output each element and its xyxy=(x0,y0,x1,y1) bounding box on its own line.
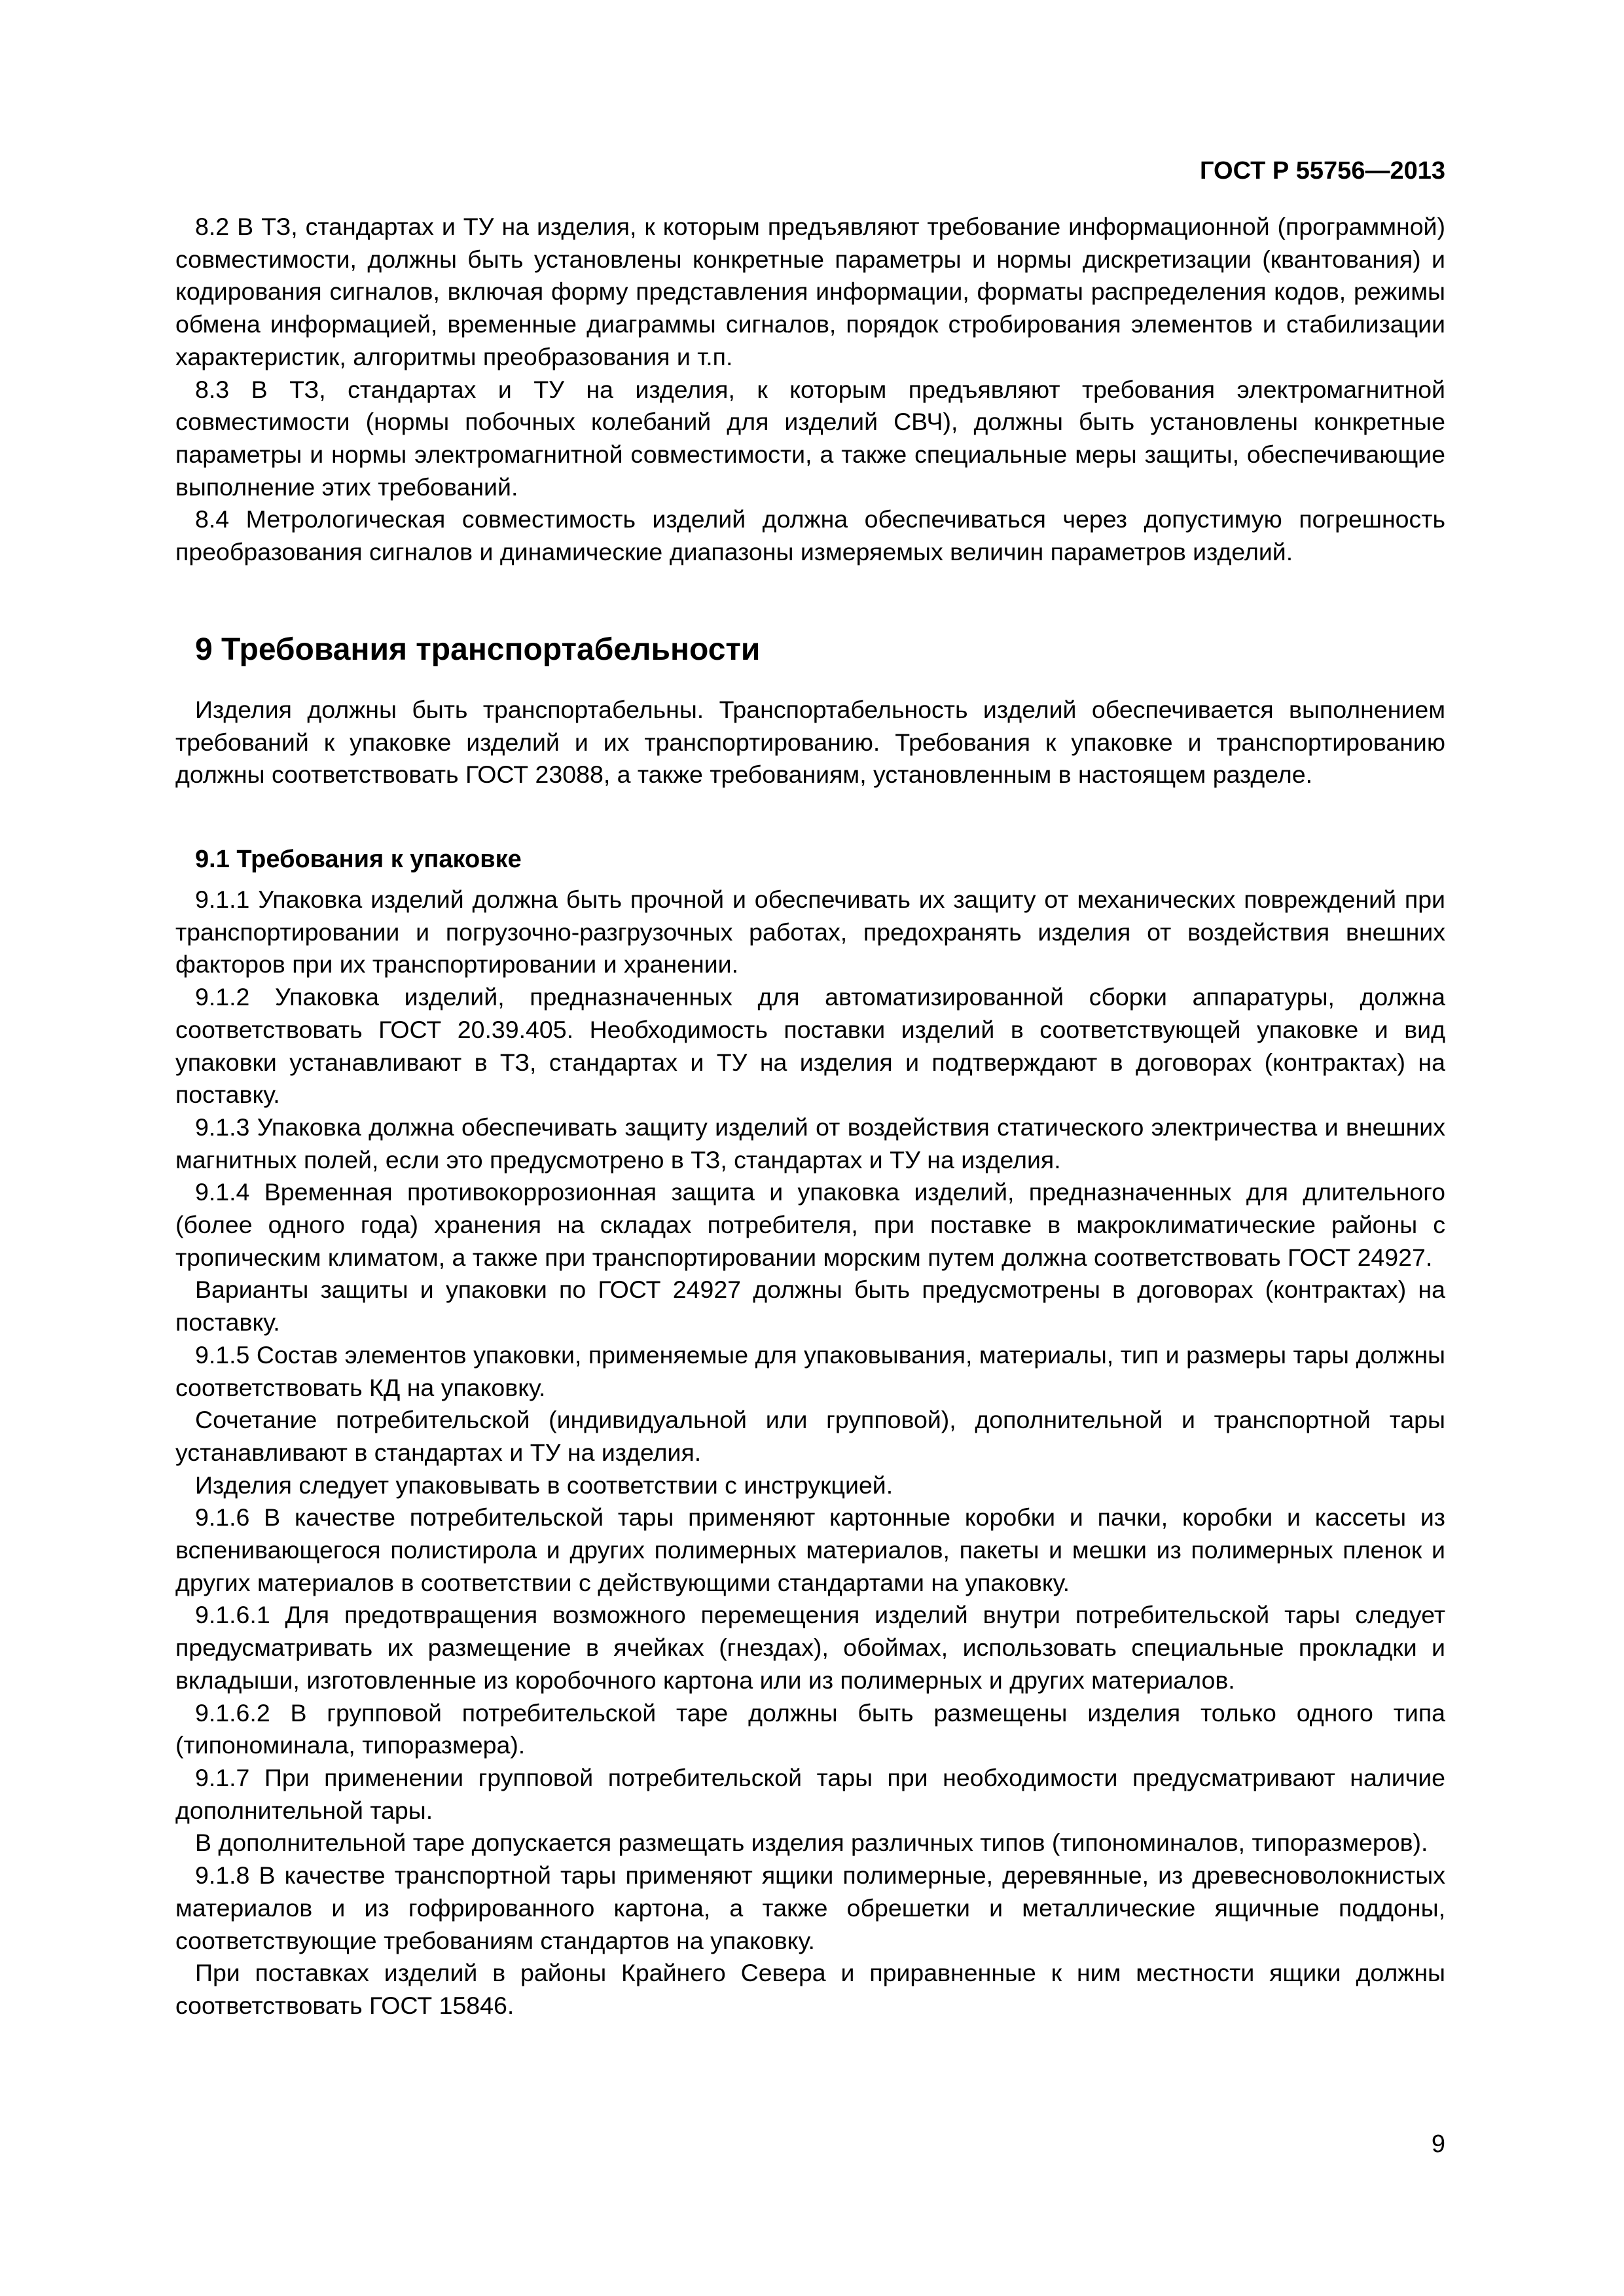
subsection-9-1-paragraphs xyxy=(175,884,1445,2022)
paragraph-9-1-6-2: 9.1.6.2 В групповой потребительской таре должны быть размещены изделия только одного типа (типономинала, типоразмера). xyxy=(175,1698,1445,1759)
document-code-header: ГОСТ Р 55756—2013 xyxy=(1200,157,1445,185)
paragraph-9-1-7-additional: В дополнительной таре допускается размещать изделия различных типов (типономиналов, типоразмеров). xyxy=(195,1829,1428,1857)
paragraph-9-1-5-instruction: Изделия следует упаковывать в соответствии с инструкцией. xyxy=(195,1471,893,1499)
paragraph-9-1-2: 9.1.2 Упаковка изделий, предназначенных для автоматизированной сборки аппаратуры, должна соответствовать ГОСТ 20.39.405. Необходимость поставки изделий в соответствующей упаковке и вид упаковки устанавливают в ТЗ, стандартах и ТУ на изделия и подтверждают в договорах (контрактах) на поставку. xyxy=(175,983,1445,1109)
paragraph-9-1-6: 9.1.6 В качестве потребительской тары применяют картонные коробки и пачки, коробки и кассеты из вспенивающегося полистирола и других полимерных материалов, пакеты и мешки из полимерных пленок и других материалов в соответствии с действующими стандартами на упаковку. xyxy=(175,1503,1445,1596)
paragraph-9-1-5-combination: Сочетание потребительской (индивидуальной или групповой), дополнительной и транспортной тары устанавливают в стандартах и ТУ на изделия. xyxy=(175,1406,1445,1466)
subsection-9-1-heading: 9.1 Требования к упаковке xyxy=(195,846,522,873)
paragraph-9-1-7: 9.1.7 При применении групповой потребительской тары при необходимости предусматривают наличие дополнительной тары. xyxy=(175,1763,1445,1824)
paragraph-9-1-1: 9.1.1 Упаковка изделий должна быть прочной и обеспечивать их защиту от механических повреждений при транспортировании и погрузочно-разгрузочных работах, предохранять изделия от воздействия внешних факторов при их транспортировании и хранении. xyxy=(175,886,1445,978)
paragraph-8-2: 8.2 В ТЗ, стандартах и ТУ на изделия, к которым предъявляют требование информационной (программной) совместимости, должны быть установлены конкретные параметры и нормы дискретизации (квантования) и кодирования сигналов, включая форму представления информации, форматы распределения кодов, режимы обмена информацией, временные диаграммы сигналов, порядок стробирования элементов и стабилизации характеристик, алгоритмы преобразования и т.п. xyxy=(175,213,1445,370)
paragraph-8-3: 8.3 В ТЗ, стандартах и ТУ на изделия, к которым предъявляют требования электромагнитной совместимости (нормы побочных колебаний для изделий СВЧ), должны быть установлены конкретные параметры и нормы электромагнитной совместимости, а также специальные меры защиты, обеспечивающие выполнение этих требований. xyxy=(175,375,1445,501)
paragraph-9-1-4-variants: Варианты защиты и упаковки по ГОСТ 24927 должны быть предусмотрены в договорах (контрактах) на поставку. xyxy=(175,1276,1445,1336)
section-8-paragraphs xyxy=(175,211,1445,569)
section-9-intro-block xyxy=(175,694,1445,791)
page-number: 9 xyxy=(1431,2130,1445,2158)
paragraph-8-4: 8.4 Метрологическая совместимость изделий должна обеспечиваться через допустимую погрешность преобразования сигналов и динамические диапазоны измеряемых величин параметров изделий. xyxy=(175,505,1445,566)
section-9-intro-paragraph: Изделия должны быть транспортабельны. Транспортабельность изделий обеспечивается выполнением требований к упаковке изделий и их транспортированию. Требования к упаковке и транспортированию должны соответствовать ГОСТ 23088, а также требованиям, установленным в настоящем разделе. xyxy=(175,696,1445,789)
paragraph-9-1-8: 9.1.8 В качестве транспортной тары применяют ящики полимерные, деревянные, из древесноволокнистых материалов и из гофрированного картона, а также обрешетки и металлические ящичные поддоны, соответствующие требованиям стандартов на упаковку. xyxy=(175,1861,1445,1954)
section-9-heading: 9 Требования транспортабельности xyxy=(195,632,761,667)
paragraph-9-1-4: 9.1.4 Временная противокоррозионная защита и упаковка изделий, предназначенных для длительного (более одного года) хранения на складах потребителя, при поставке в макроклиматические районы с тропическим климатом, а также при транспортировании морским путем должна соответствовать ГОСТ 24927. xyxy=(175,1178,1445,1271)
paragraph-9-1-5: 9.1.5 Состав элементов упаковки, применяемые для упаковывания, материалы, тип и размеры тары должны соответствовать КД на упаковку. xyxy=(175,1340,1445,1401)
paragraph-9-1-6-1: 9.1.6.1 Для предотвращения возможного перемещения изделий внутри потребительской тары следует предусматривать их размещение в ячейках (гнездах), обоймах, использовать специальные прокладки и вкладыши, изготовленные из коробочного картона или из полимерных и других материалов. xyxy=(175,1601,1445,1694)
paragraph-9-1-8-north: При поставках изделий в районы Крайнего Севера и приравненные к ним местности ящики должны соответствовать ГОСТ 15846. xyxy=(175,1959,1445,2019)
paragraph-9-1-3: 9.1.3 Упаковка должна обеспечивать защиту изделий от воздействия статического электричества и внешних магнитных полей, если это предусмотрено в ТЗ, стандартах и ТУ на изделия. xyxy=(175,1113,1445,1174)
